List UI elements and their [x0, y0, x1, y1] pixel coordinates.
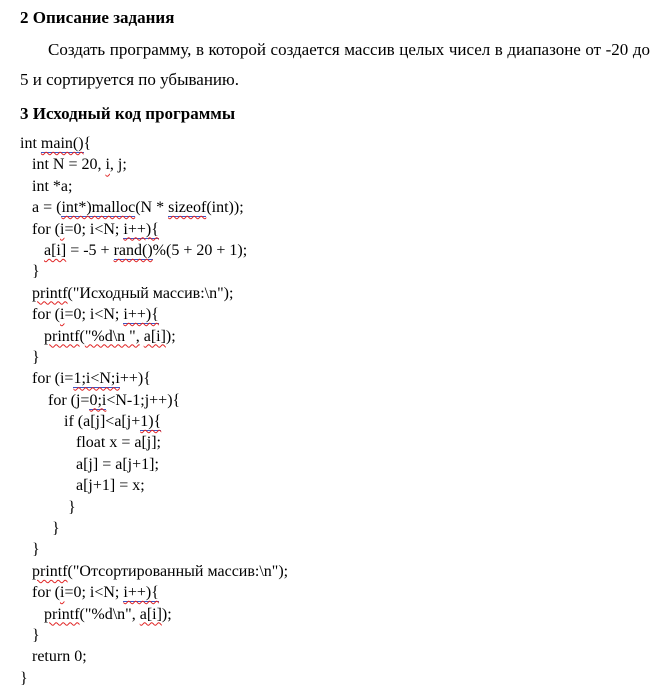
code-segment: int: [20, 135, 41, 152]
code-segment: printf: [32, 284, 68, 302]
code-segment: ("%d\n",: [79, 605, 140, 623]
code-segment: , j;: [109, 156, 127, 174]
task-description-paragraph: Создать программу, в которой создается массив целых чисел в диапазоне от -20 до 5 и сортируется по убыванию.: [20, 40, 650, 89]
code-segment: }: [20, 669, 28, 687]
code-segment: }: [20, 626, 40, 644]
code-line: [20, 197, 650, 218]
code-line: [20, 326, 650, 347]
code-segment: [20, 328, 44, 345]
code-line: [20, 561, 650, 582]
code-segment: i: [59, 220, 65, 238]
code-line: [20, 475, 650, 496]
code-segment: i++){: [123, 220, 159, 238]
source-code: [20, 133, 650, 689]
code-segment: %(5 + 20 + 1);: [152, 241, 248, 259]
code-segment: (N *: [135, 199, 169, 217]
code-segment: int *a;: [20, 177, 73, 195]
code-segment: for (: [20, 306, 60, 324]
document-page: [20, 8, 650, 689]
code-line: [20, 176, 650, 197]
code-segment: = -5 +: [66, 241, 114, 259]
code-line: [20, 518, 650, 539]
code-line: [20, 497, 650, 518]
code-segment: for (j=: [20, 391, 90, 409]
code-segment: sizeof: [168, 199, 207, 217]
code-segment: }: [20, 541, 40, 559]
code-segment: [20, 285, 32, 302]
code-line: [20, 261, 650, 282]
code-line: [20, 133, 650, 154]
code-segment: <N-1;j++){: [106, 391, 181, 409]
code-segment: ("Исходный массив:\n");: [67, 284, 234, 302]
code-line: [20, 283, 650, 304]
code-segment: ++){: [119, 370, 151, 388]
code-line: [20, 539, 650, 560]
code-segment: 1){: [140, 413, 162, 431]
code-segment: for (: [20, 584, 60, 602]
code-segment: int N = 20,: [20, 156, 106, 174]
code-segment: }: [20, 498, 76, 516]
code-line: [20, 454, 650, 475]
code-segment: i: [105, 156, 110, 174]
code-line: [20, 432, 650, 453]
section-heading-task-description: 2 Описание задания: [20, 8, 175, 27]
code-segment: a[i]: [44, 241, 67, 259]
code-line: [20, 411, 650, 432]
code-segment: a[i]: [139, 605, 162, 623]
code-line: [20, 154, 650, 175]
code-segment: main(): [40, 135, 84, 152]
code-segment: printf: [32, 562, 68, 580]
code-segment: }: [20, 348, 40, 366]
code-segment: int*)malloc: [61, 199, 136, 217]
code-segment: [20, 563, 32, 580]
code-segment: [20, 606, 44, 623]
code-segment: rand(): [113, 241, 153, 259]
code-segment: a[j+1] = x;: [20, 477, 145, 495]
code-segment: i: [59, 584, 65, 602]
code-segment: for (: [20, 220, 60, 238]
code-line: [20, 304, 650, 325]
code-segment: [20, 242, 44, 259]
code-segment: =0; i<N;: [64, 584, 124, 602]
code-segment: }: [20, 520, 60, 538]
code-segment: 1;i<N;i: [73, 370, 120, 388]
code-segment: return 0;: [20, 648, 87, 666]
code-segment: a[j] = a[j+1];: [20, 455, 159, 473]
code-segment: =0; i<N;: [64, 220, 124, 238]
code-segment: 0;i: [89, 391, 107, 409]
code-segment: (: [79, 327, 85, 345]
code-segment: float x = a[j];: [20, 434, 161, 452]
code-segment: i++){: [123, 584, 159, 602]
code-segment: );: [161, 605, 172, 623]
code-segment: printf: [44, 327, 80, 345]
code-segment: i++){: [123, 306, 159, 324]
code-segment: }: [20, 263, 40, 281]
code-segment: a[i]: [143, 327, 166, 345]
code-segment: =0; i<N;: [64, 306, 124, 324]
code-segment: if (a[j]<a[j+: [20, 413, 141, 431]
code-line: [20, 646, 650, 667]
code-segment: "%d\n ",: [84, 327, 140, 345]
code-line: [20, 347, 650, 368]
code-segment: (int));: [206, 199, 244, 217]
code-segment: );: [165, 327, 176, 345]
code-line: [20, 368, 650, 389]
code-line: [20, 582, 650, 603]
code-segment: {: [83, 135, 92, 152]
code-segment: for (i=: [20, 370, 74, 388]
code-line: [20, 625, 650, 646]
code-segment: a = (: [20, 199, 62, 217]
code-line: [20, 604, 650, 625]
code-line: [20, 219, 650, 240]
section-heading-source-code: 3 Исходный код программы: [20, 104, 236, 123]
code-segment: printf: [44, 605, 80, 623]
code-line: [20, 390, 650, 411]
code-segment: i: [59, 306, 65, 324]
code-line: [20, 668, 650, 689]
code-segment: ("Отсортированный массив:\n");: [67, 562, 289, 580]
code-line: [20, 240, 650, 261]
